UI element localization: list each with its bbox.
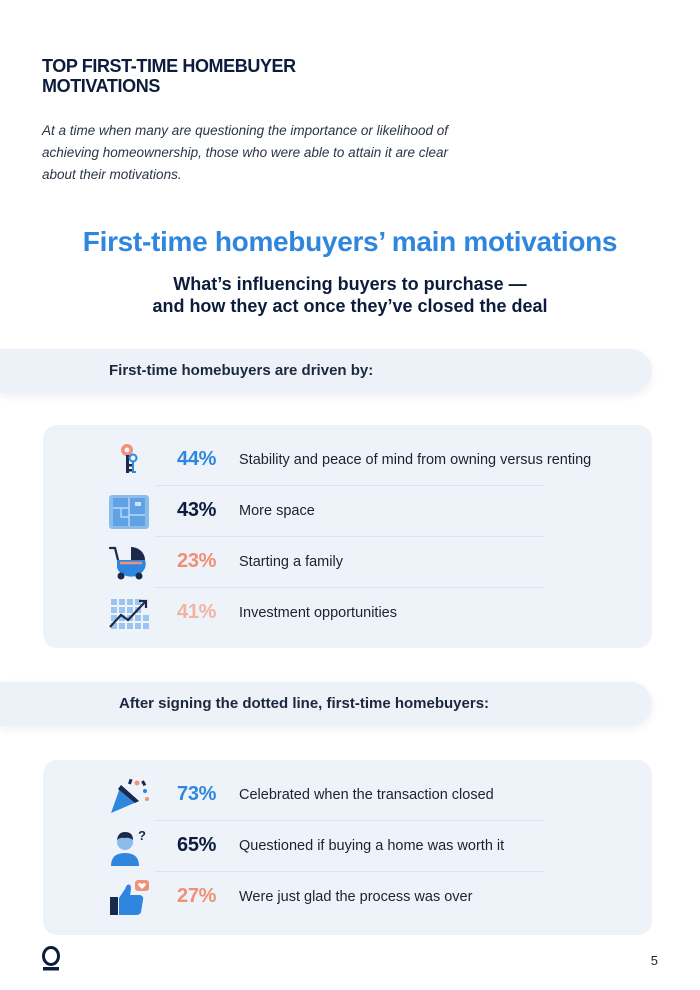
house-keys-icon bbox=[107, 442, 151, 480]
after-signing-card bbox=[43, 760, 652, 935]
subtitle-line-2: and how they act once they’ve closed the deal bbox=[152, 296, 548, 316]
subtitle-line-1: What’s influencing buyers to purchase — bbox=[173, 274, 527, 294]
stat-label: Questioned if buying a home was worth it bbox=[239, 838, 505, 854]
stat-row-glad bbox=[43, 872, 652, 923]
stat-label: Were just glad the process was over bbox=[239, 889, 473, 905]
svg-text:?: ? bbox=[138, 828, 146, 843]
stat-row-stability bbox=[43, 435, 652, 486]
stat-percent: 23% bbox=[177, 550, 217, 572]
driven-by-header bbox=[0, 349, 652, 393]
baby-stroller-icon bbox=[107, 544, 151, 582]
party-popper-icon bbox=[107, 777, 151, 815]
stat-label: Celebrated when the transaction closed bbox=[239, 787, 494, 803]
stat-percent: 73% bbox=[177, 783, 217, 805]
stat-percent: 27% bbox=[177, 885, 217, 907]
stat-percent: 44% bbox=[177, 448, 217, 470]
growth-chart-icon bbox=[107, 595, 151, 633]
stat-label: Starting a family bbox=[239, 554, 343, 570]
intro-paragraph: At a time when many are questioning the importance or likelihood of achieving homeownership, those who were able to attain it are clear about their motivations. bbox=[42, 123, 448, 182]
page-heading: TOP FIRST-TIME HOMEBUYER MOTIVATIONS bbox=[42, 56, 296, 96]
stat-row-family bbox=[43, 537, 652, 588]
floor-plan-icon bbox=[107, 493, 151, 531]
infographic-subtitle bbox=[0, 273, 700, 317]
brand-logo-icon bbox=[41, 946, 61, 972]
stat-label: More space bbox=[239, 503, 315, 519]
stat-percent: 65% bbox=[177, 834, 217, 856]
stat-percent: 41% bbox=[177, 601, 217, 623]
stat-label: Stability and peace of mind from owning versus renting bbox=[239, 452, 592, 468]
after-signing-header bbox=[0, 682, 652, 726]
stat-row-space bbox=[43, 486, 652, 537]
stat-label: Investment opportunities bbox=[239, 605, 397, 621]
driven-by-card bbox=[43, 425, 652, 648]
thumbs-up-heart-icon bbox=[107, 879, 151, 917]
page-number: 5 bbox=[650, 953, 658, 968]
confused-person-icon bbox=[107, 828, 151, 866]
stat-row-questioned bbox=[43, 821, 652, 872]
stat-percent: 43% bbox=[177, 499, 217, 521]
infographic-title: First-time homebuyers’ main motivations bbox=[82, 226, 618, 257]
driven-by-heading: First-time homebuyers are driven by: bbox=[109, 362, 374, 379]
stat-row-celebrated bbox=[43, 770, 652, 821]
stat-row-investment bbox=[43, 588, 652, 639]
after-signing-heading: After signing the dotted line, first-time homebuyers: bbox=[119, 695, 490, 712]
